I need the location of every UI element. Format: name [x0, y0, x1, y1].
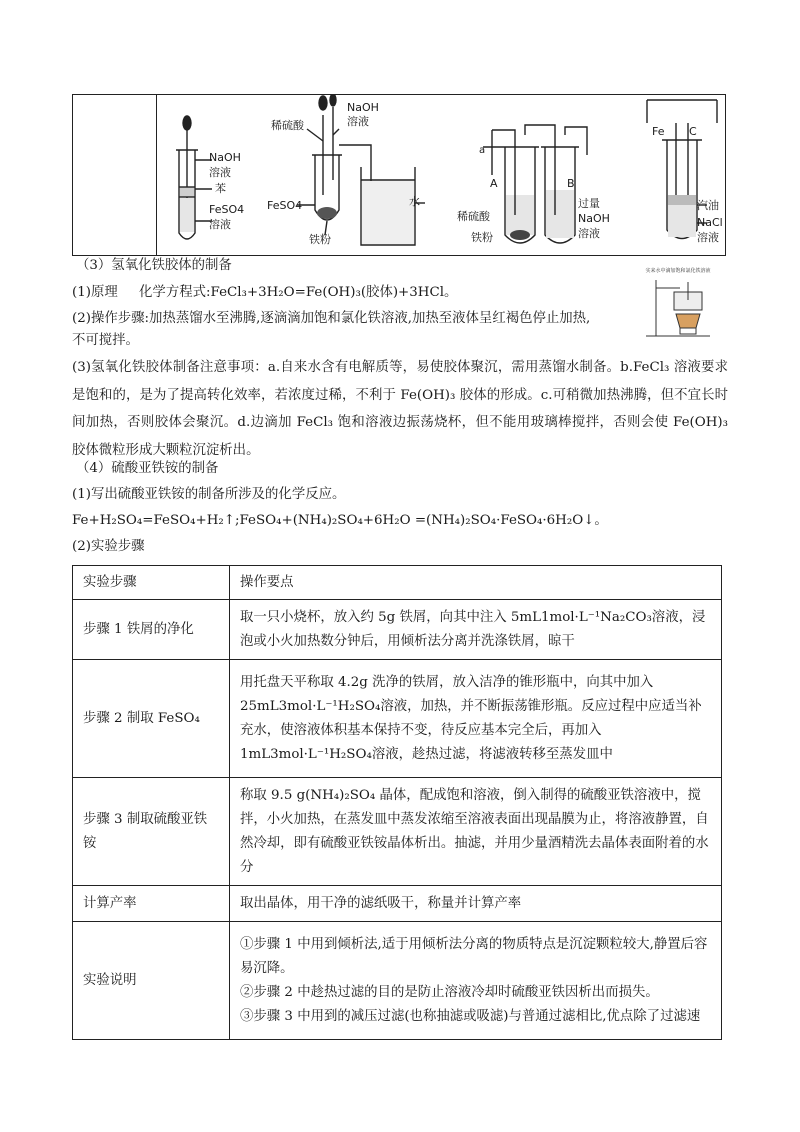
- fig1-label-solution2: 溶液: [209, 218, 231, 231]
- fig1-label-solution1: 溶液: [209, 166, 231, 179]
- section4-heading: （4）硫酸亚铁铵的制备: [76, 461, 219, 476]
- fig3-label-naoh: NaOH: [578, 212, 610, 225]
- fig2-label-iron: 铁粉: [309, 233, 331, 246]
- table-cell-notes-label: 实验说明: [73, 922, 230, 1040]
- table-row-notes: [73, 922, 722, 1040]
- fig3-label-solution: 溶液: [578, 227, 600, 240]
- section4-sub1: (1)写出硫酸亚铁铵的制备所涉及的化学反应。: [72, 487, 346, 502]
- table-row: [73, 600, 722, 660]
- steps-line2: 不可搅拌。: [72, 333, 139, 348]
- principle-equation: 化学方程式:FeCl₃+3H₂O=Fe(OH)₃(胶体)+3HCl。: [139, 285, 458, 300]
- thumbnail-caption: 实来水中滴加饱和氯化铁溶液: [645, 268, 711, 274]
- table-cell-notes: [230, 922, 722, 1040]
- fig4-label-c: C: [689, 125, 697, 138]
- fig3-label-acid: 稀硫酸: [457, 210, 490, 223]
- table-row: [73, 886, 722, 922]
- table-cell-step: 计算产率: [73, 886, 230, 922]
- fig3-label-iron: 铁粉: [471, 231, 493, 244]
- principle-label: (1)原理: [72, 285, 118, 300]
- fig1-label-naoh: NaOH: [209, 151, 241, 164]
- table-cell-detail: 称取 9.5 g(NH₄)₂SO₄ 晶体，配成饱和溶液，倒入制得的硫酸亚铁溶液中，搅拌，小火加热，在蒸发皿中蒸发浓缩至溶液表面出现晶膜为止，将溶液静置，自然冷却，即有硫酸亚铁铵晶体析出。抽滤，并用少量酒精洗去晶体表面附着的水分: [230, 778, 722, 886]
- fig2-label-feso4: FeSO4: [267, 199, 303, 212]
- table-cell-step: 步骤 1 铁屑的净化: [73, 600, 230, 660]
- table-row: [73, 660, 722, 778]
- fig4-label-solution: 溶液: [697, 231, 719, 244]
- table-cell-detail: 取一只小烧杯，放入约 5g 铁屑，向其中注入 5mL1mol·L⁻¹Na₂CO₃溶液，浸泡或小火加热数分钟后，用倾析法分离并洗涤铁屑，晾干: [230, 600, 722, 660]
- fig3-label-a: a: [479, 145, 486, 156]
- fig3-label-B: B: [567, 177, 575, 190]
- fig1-label-feso4: FeSO4: [209, 203, 245, 216]
- table-row: [73, 778, 722, 886]
- table-header-detail: 操作要点: [230, 566, 722, 600]
- fig3-label-excess: 过量: [578, 197, 600, 210]
- section4-sub2: (2)实验步骤: [72, 539, 145, 554]
- fig2-label-acid: 稀硫酸: [271, 119, 304, 132]
- colloid-notes: (3)氢氧化铁胶体制备注意事项：a.自来水含有电解质等，易使胶体聚沉，需用蒸馏水制备。b.FeCl₃ 溶液要求是饱和的，是为了提高转化效率，若浓度过稀，不利于 Fe(OH)₃ 胶体的形成。c.可稍微加热沸腾，但不宜长时间加热，否则胶体会聚沉。d.边滴加 FeCl₃ 饱和溶液边振荡烧杯，但不能用玻璃棒搅拌，否则会使 Fe(OH)₃ 胶体微粒形成大颗粒沉淀析出。: [72, 360, 728, 458]
- fig4-label-gasoline: 汽油: [697, 199, 719, 212]
- fig2-label-water: 水: [409, 195, 420, 208]
- note-item: ②步骤 2 中趁热过滤的目的是防止溶液冷却时硫酸亚铁因析出而损失。: [240, 984, 659, 1000]
- colloid-apparatus-icon: [636, 278, 720, 338]
- fig2-label-solution: 溶液: [347, 115, 369, 128]
- note-item: ③步骤 3 中用到的减压过滤(也称抽滤或吸滤)与普通过滤相比,优点除了过滤速: [240, 1008, 701, 1024]
- table-cell-detail: 取出晶体，用干净的滤纸吸干，称量并计算产率: [230, 886, 722, 922]
- fig4-label-nacl: NaCl: [697, 216, 723, 229]
- fig1-test-tube: [176, 116, 212, 239]
- section3-heading: （3）氢氧化铁胶体的制备: [76, 258, 232, 273]
- table-cell-detail: 用托盘天平称取 4.2g 洗净的铁屑，放入洁净的锥形瓶中，向其中加入 25mL3mol·L⁻¹H₂SO₄溶液，加热，并不断振荡锥形瓶。反应过程中应适当补充水，使溶液体积基本保持不变，待反应基本完全后，再加入 1mL3mol·L⁻¹H₂SO₄溶液，趁热过滤，将滤液转移至蒸发皿中: [230, 660, 722, 778]
- section4-equation: Fe+H₂SO₄=FeSO₄+H₂↑;FeSO₄+(NH₄)₂SO₄+6H₂O =(NH₄)₂SO₄·FeSO₄·6H₂O↓。: [72, 513, 608, 528]
- colloid-thumbnail: [636, 268, 720, 338]
- apparatus-figure: [157, 95, 725, 255]
- table-cell-step: 步骤 3 制取硫酸亚铁铵: [73, 778, 230, 886]
- fig3-label-A: A: [490, 177, 498, 190]
- fig4-label-fe: Fe: [652, 125, 665, 138]
- table-header-step: 实验步骤: [73, 566, 230, 600]
- steps-table: [72, 565, 722, 1040]
- table-header-row: [73, 566, 722, 600]
- fig1-label-benzene: 苯: [215, 182, 226, 195]
- steps-line1: (2)操作步骤:加热蒸馏水至沸腾,逐滴滴加饱和氯化铁溶液,加热至液体呈红褐色停止加热,: [72, 311, 591, 326]
- fig2-label-naoh: NaOH: [347, 101, 379, 114]
- principle-line: [72, 283, 457, 303]
- note-item: ①步骤 1 中用到倾析法,适于用倾析法分离的物质特点是沉淀颗粒较大,静置后容易沉降。: [240, 936, 708, 976]
- table-cell-step: 步骤 2 制取 FeSO₄: [73, 660, 230, 778]
